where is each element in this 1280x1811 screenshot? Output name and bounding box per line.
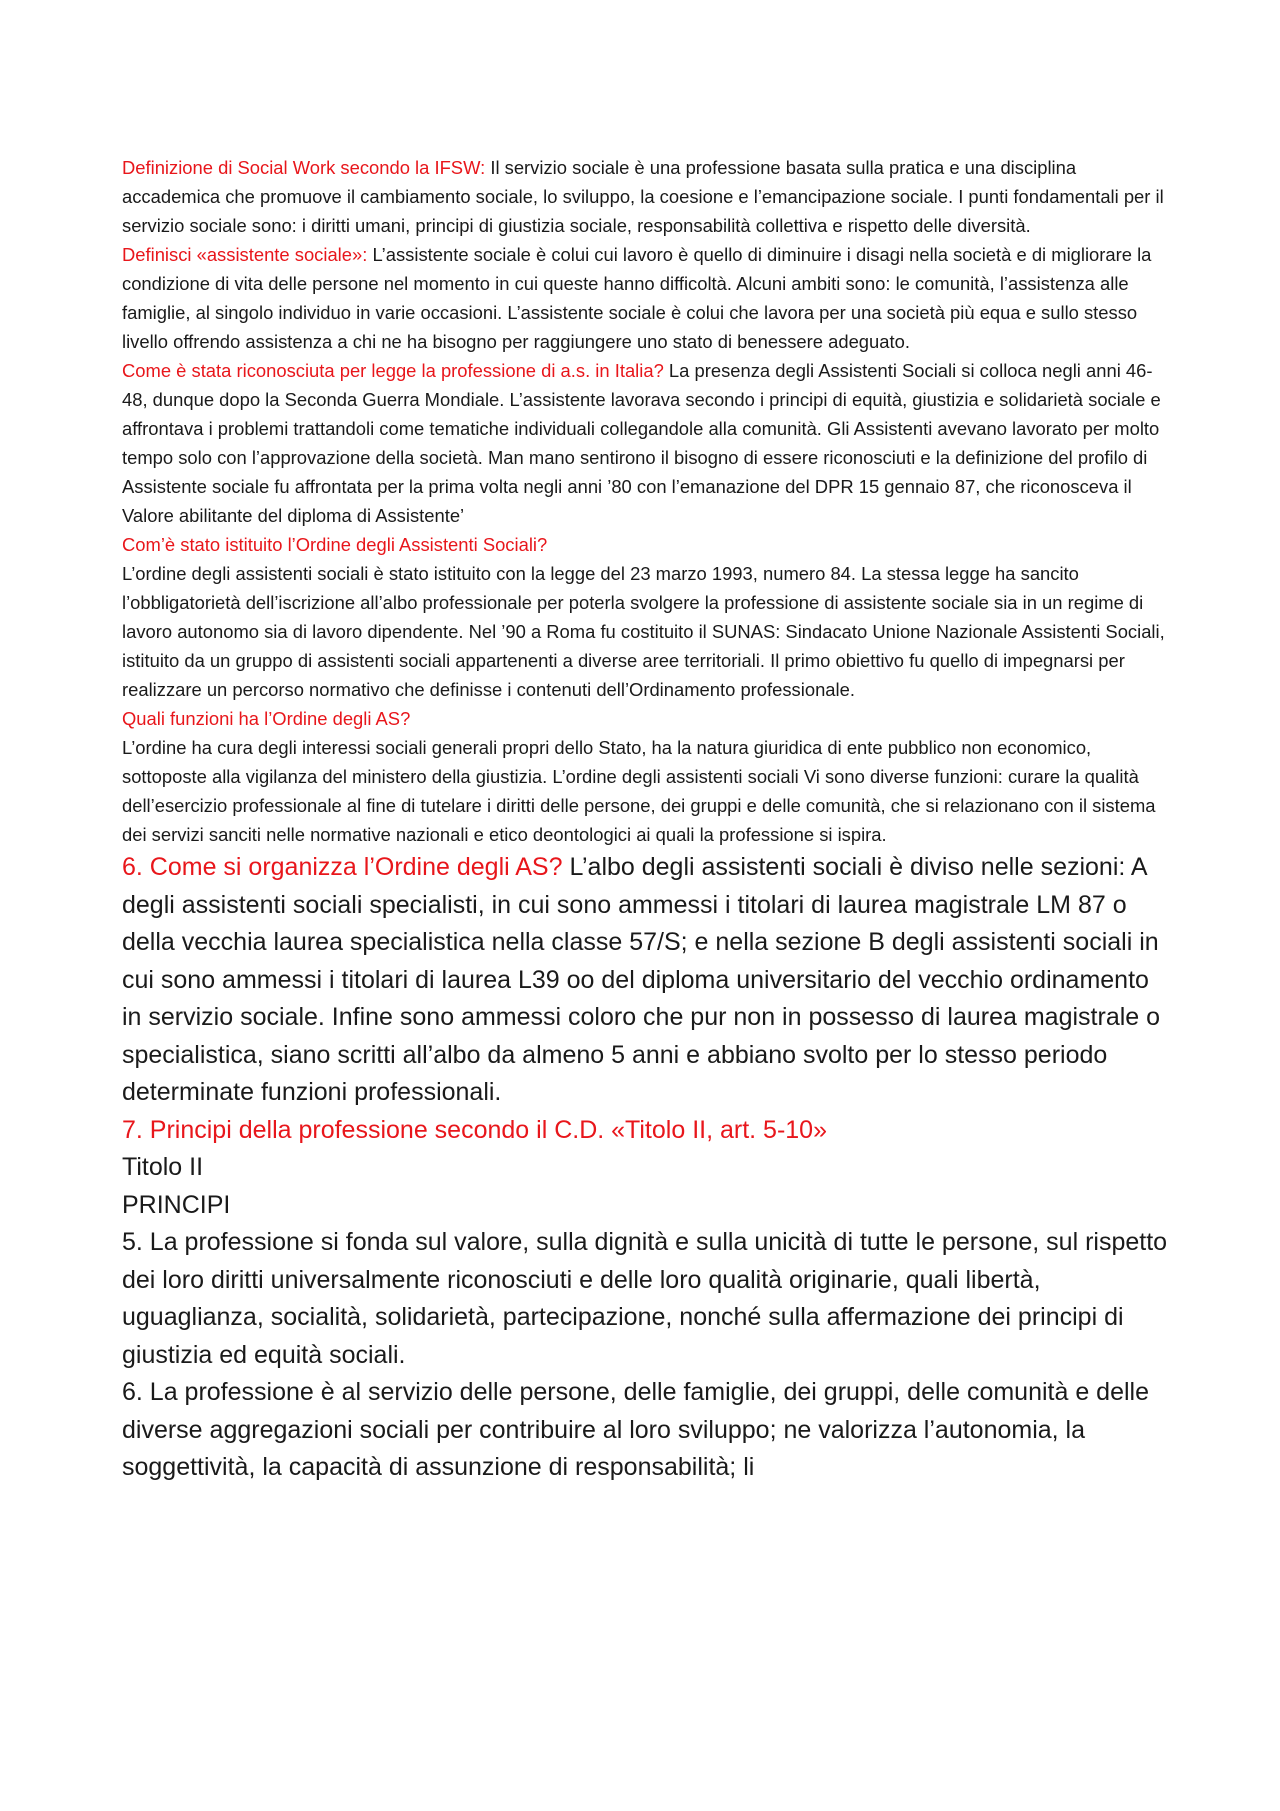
question-heading: Come è stata riconosciuta per legge la professione di a.s. in Italia? — [122, 360, 664, 381]
answer-order-institution: L’ordine degli assistenti sociali è stato istituito con la legge del 23 marzo 1993, numero 84. La stessa legge ha sancito l’obbligatorietà dell’iscrizione all’albo professionale per poterla svolgere la professione di assistente sociale sia in un regime di lavoro autonomo sia di lavoro dipendente. Nel ’90 a Roma fu costituito il SUNAS: Sindacato Unione Nazionale Assistenti Sociali, istituito da un gruppo di assistenti sociali appartenenti a diverse aree territoriali. Il primo obiettivo fu quello di impegnarsi per realizzare un percorso normativo che definisse i contenuti dell’Ordinamento professionale. — [122, 563, 1165, 700]
section-legal-recognition — [122, 356, 1172, 530]
answer-text: La presenza degli Assistenti Sociali si colloca negli anni 46-48, dunque dopo la Seconda Guerra Mondiale. L’assistente lavorava secondo i principi di equità, giustizia e solidarietà sociale e affrontava i problemi trattandoli come tematiche individuali collegandole alla comunità. Gli Assistenti avevano lavorato per molto tempo solo con l’approvazione della società. Man mano sentirono il bisogno di essere riconosciuti e la definizione del profilo di Assistente sociale fu affrontata per la prima volta negli anni ’80 con l’emanazione del DPR 15 gennaio 87, che riconosceva il Valore abilitante del diploma di Assistente’ — [122, 360, 1161, 526]
answer-order-functions: L’ordine ha cura degli interessi sociali generali propri dello Stato, ha la natura giuridica di ente pubblico non economico, sottoposte alla vigilanza del ministero della giustizia. L’ordine degli assistenti sociali Vi sono diverse funzioni: curare la qualità dell’esercizio professionale al fine di tutelare i diritti delle persone, dei gruppi e delle comunità, che si relazionano con il sistema dei servizi sanciti nelle normative nazionali e etico deontologici ai quali la professione si ispira. — [122, 737, 1156, 845]
question-heading-order-institution: Com’è stato istituito l’Ordine degli Assistenti Sociali? — [122, 534, 548, 555]
answer-text: L’assistente sociale è colui cui lavoro è quello di diminuire i disagi nella società e di migliorare la condizione di vita delle persone nel momento in cui queste hanno difficoltà. Alcuni ambiti sono: le comunità, l’assistenza alle famiglie, al singolo individuo in varie occasioni. L’assistente sociale è colui che lavora per una società più equa e sullo stesso livello offrendo assistenza a chi ne ha bisogno per raggiungere uno stato di benessere adeguato. — [122, 244, 1152, 352]
title-label: Titolo II — [122, 1153, 204, 1181]
answer-text: L’albo degli assistenti sociali è diviso nelle sezioni: A degli assistenti sociali specialisti, in cui sono ammessi i titolari di laurea magistrale LM 87 o della vecchia laurea specialistica nella classe 57/S; e nella sezione B degli assistenti sociali in cui sono ammessi i titolari di laurea L39 oo del diploma universitario del vecchio ordinamento in servizio sociale. Infine sono ammessi coloro che pur non in possesso di laurea magistrale o specialistica, siano scritti all’albo da almeno 5 anni e abbiano svolto per lo stesso periodo determinate funzioni professionali. — [122, 853, 1161, 1106]
section-social-worker-definition — [122, 240, 1172, 356]
answer-text: Il servizio sociale è una professione basata sulla pratica e una disciplina accademica che promuove il cambiamento sociale, lo sviluppo, la coesione e l’emancipazione sociale. I punti fondamentali per il servizio sociale sono: i diritti umani, principi di giustizia sociale, responsabilità collettiva e rispetto delle diversità. — [122, 157, 1164, 236]
question-heading-order-functions: Quali funzioni ha l’Ordine degli AS? — [122, 708, 411, 729]
article-5: 5. La professione si fonda sul valore, sulla dignità e sulla unicità di tutte le persone, sul rispetto dei loro diritti universalmente riconosciuti e delle loro qualità originarie, quali libertà, uguaglianza, socialità, solidarietà, partecipazione, nonché sulla affermazione dei principi di giustizia ed equità sociali. — [122, 1228, 1168, 1369]
principles-heading: PRINCIPI — [122, 1190, 231, 1219]
question-heading: Definisci «assistente sociale»: — [122, 244, 368, 265]
article-6: 6. La professione è al servizio delle persone, delle famiglie, dei gruppi, delle comunità e delle diverse aggregazioni sociali per contribuire al loro sviluppo; ne valorizza l’autonomia, la soggettività, la capacità di assunzione di responsabilità; li — [122, 1378, 1150, 1481]
section-order-organization — [122, 849, 1172, 1112]
document-page — [122, 153, 1172, 1487]
question-heading: Definizione di Social Work secondo la IFSW: — [122, 157, 486, 178]
question-heading: 6. Come si organizza l’Ordine degli AS? — [122, 853, 563, 881]
section-social-work-definition — [122, 153, 1172, 240]
question-heading-principles: 7. Principi della professione secondo il C.D. «Titolo II, art. 5-10» — [122, 1115, 827, 1144]
